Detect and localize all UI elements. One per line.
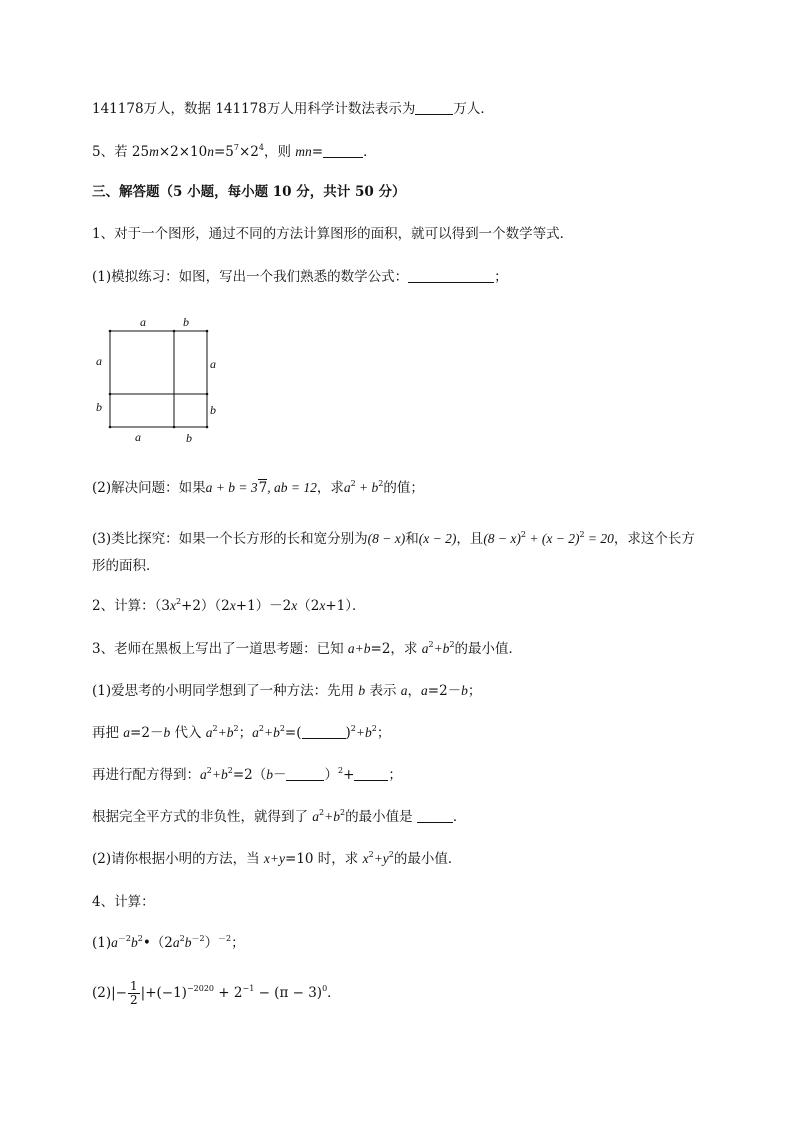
question-4-part-1: $(1)a^{-2}b^2•(2a^2b^{-2})^{-2}$；	[92, 934, 245, 951]
question-1-part-1: (1)模拟练习：如图，写出一个我们熟悉的数学公式： ；	[92, 269, 508, 285]
label-top-a: a	[140, 315, 146, 329]
label-bottom-b: b	[186, 431, 192, 445]
answer-blank[interactable]	[354, 767, 388, 781]
question-3-step-3: 再进行配方得到：$a^2+b^2=2(b- )^2+$ ；	[92, 766, 402, 783]
question-3-part-1: (1)爱思考的小明同学想到了一种方法：先用 b 表示 a，a=2－b；	[92, 683, 482, 699]
label-left-b: b	[96, 400, 102, 414]
answer-blank[interactable]	[323, 144, 363, 158]
question-1-intro: 1、对于一个图形，通过不同的方法计算图形的面积，就可以得到一个数学等式．	[92, 226, 574, 242]
question-3-intro: 3、老师在黑板上写出了一道思考题：已知 a+b=2，求 $a^2+b^2$的最小值．	[92, 640, 523, 657]
text-line: 141178万人，数据 141178万人用科学计数法表示为 万人．	[92, 101, 494, 117]
question-3-part-2: (2)请你根据小明的方法，当 x+y=10 时，求 $x^2+y^2$的最小值．	[92, 850, 462, 867]
answer-blank[interactable]	[408, 269, 494, 283]
label-right-a: a	[210, 357, 216, 371]
question-1-part-3: (3)类比探究：如果一个长方形的长和宽分别为(8 − x)和(x − 2)，且$(8 - x)^2 + (x - 2)^2 = 20$，求这个长方	[92, 530, 695, 547]
question-5: 5、若 $25m\times 2\times 10n=5^7\times 2^4$，则 mn= ．	[92, 143, 377, 160]
answer-blank[interactable]	[417, 809, 453, 823]
answer-blank[interactable]	[286, 767, 324, 781]
question-2: 2、计算：$(3x^2+2)(2x+1)-2x(2x+1)$．	[92, 597, 366, 614]
question-1-part-3-cont: 形的面积．	[92, 558, 160, 574]
label-bottom-a: a	[135, 430, 141, 444]
label-top-b: b	[183, 315, 189, 329]
question-3-step-2: 再把 a=2－b 代入 $a^2+b^2$；$a^2+b^2=$( )$^2+b^2$；	[92, 724, 391, 741]
question-4-intro: 4、计算：	[92, 894, 155, 910]
question-4-part-2: (2)|− $\frac{1}{2}$ $|+(-1)^{-2020} + 2^{-1} - (\pi - 3)^0$．	[92, 979, 341, 1007]
fraction-one-half: $\frac{1}{2}$	[130, 979, 138, 1007]
answer-blank[interactable]	[302, 725, 346, 739]
question-1-part-2: (2)解决问题：如果a + b = 37, ab = 12，求$a^2 + b^2$的值；	[92, 479, 424, 496]
answer-blank[interactable]	[415, 101, 453, 115]
question-3-step-4: 根据完全平方式的非负性，就得到了 $a^2+b^2$的最小值是 ．	[92, 808, 467, 825]
label-left-a: a	[96, 354, 102, 368]
section-heading: 三、解答题（5 小题，每小题 10 分，共计 50 分）	[92, 184, 406, 200]
square-diagram	[90, 310, 230, 445]
label-right-b: b	[210, 403, 216, 417]
